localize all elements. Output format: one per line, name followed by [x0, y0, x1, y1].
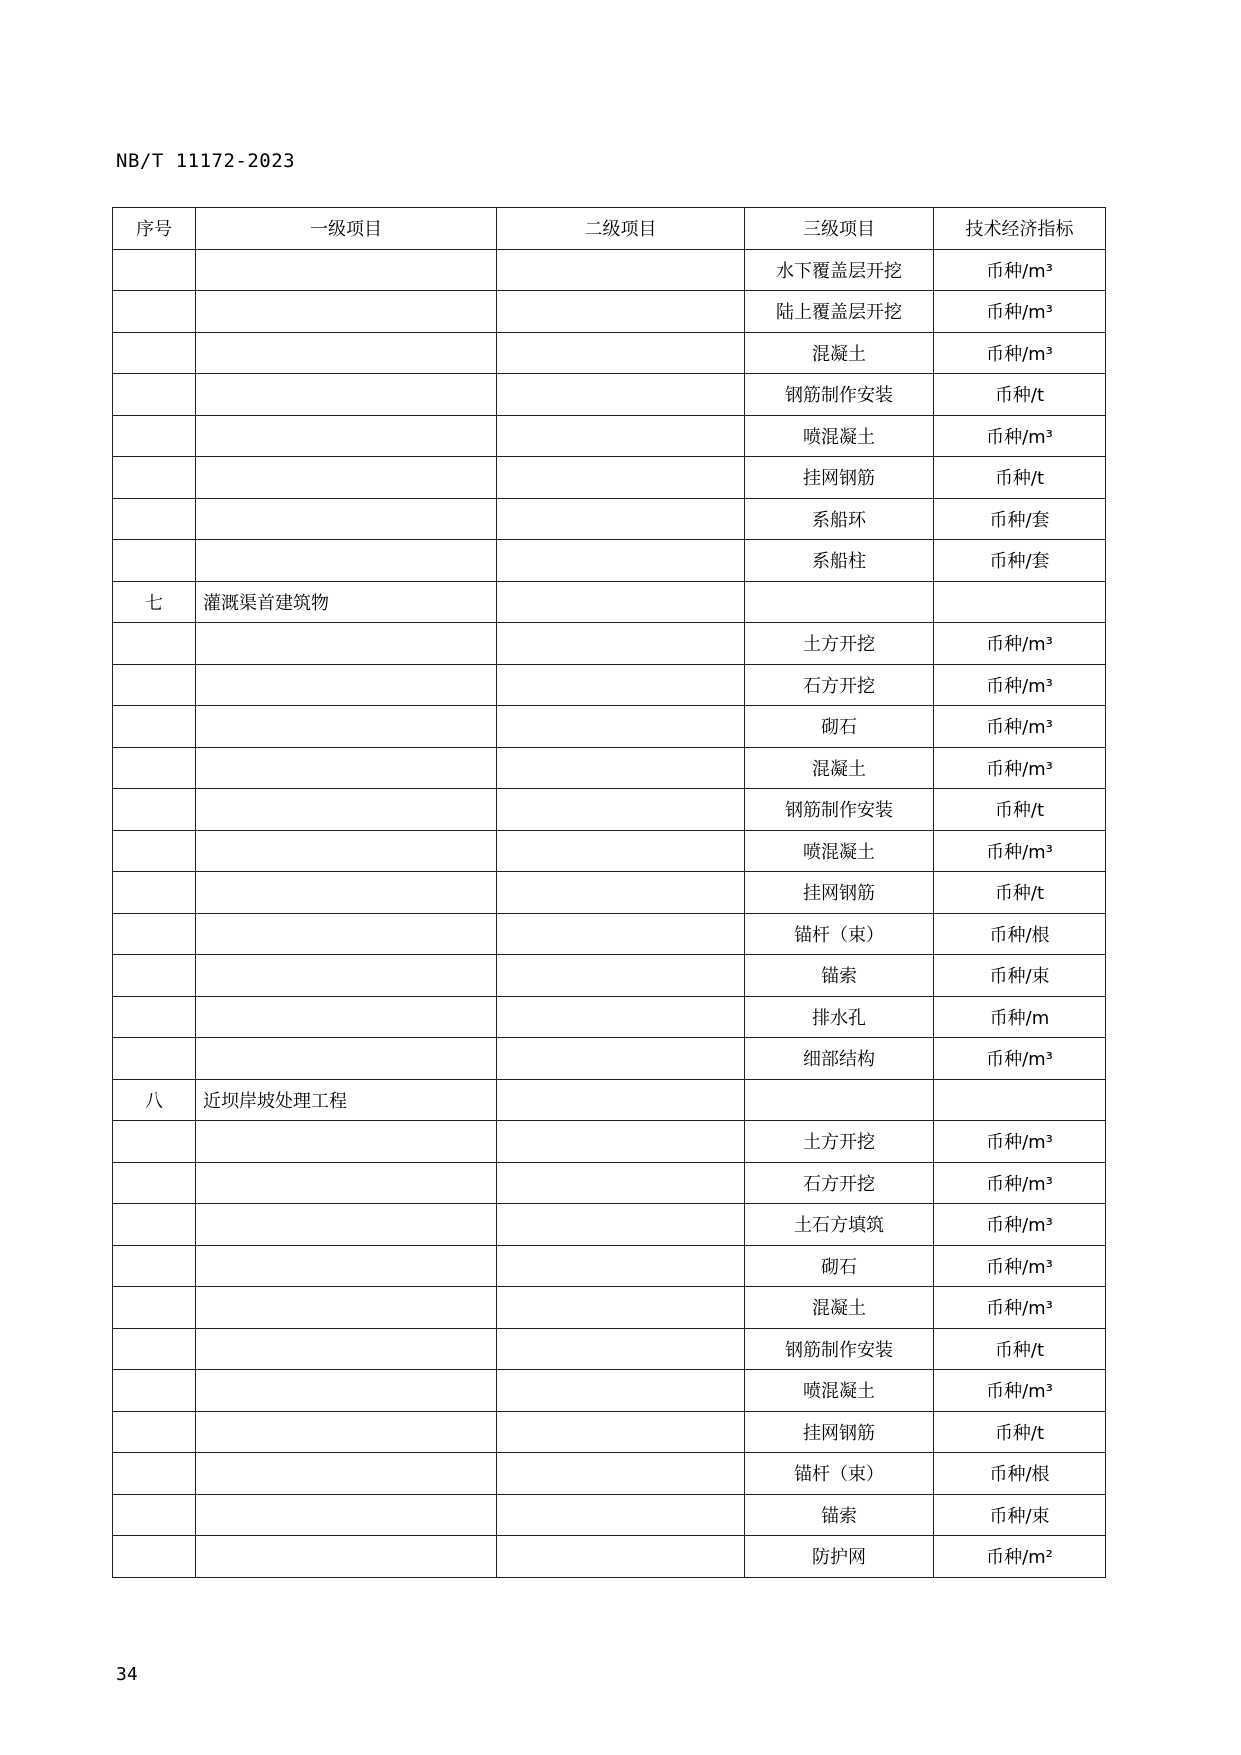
- cell-level3: 混凝土: [745, 747, 934, 789]
- cell-level2: [497, 1121, 745, 1163]
- table-row: [113, 581, 1106, 623]
- cell-level2: [497, 374, 745, 416]
- cell-level2: [497, 540, 745, 582]
- cell-level2: [497, 291, 745, 333]
- cell-seq: [113, 664, 196, 706]
- cell-level2: [497, 581, 745, 623]
- table-row: [113, 457, 1106, 499]
- cell-level3: 挂网钢筋: [745, 457, 934, 499]
- cell-seq: [113, 623, 196, 665]
- cell-indicator: 币种/m³: [934, 747, 1106, 789]
- cell-level1: [196, 1287, 497, 1329]
- cell-indicator: 币种/t: [934, 457, 1106, 499]
- cell-level3: 挂网钢筋: [745, 872, 934, 914]
- table-body: [113, 249, 1106, 1577]
- cell-level2: [497, 1204, 745, 1246]
- table-row: [113, 291, 1106, 333]
- cell-seq: [113, 1038, 196, 1080]
- cell-seq: [113, 1328, 196, 1370]
- cell-indicator: 币种/m³: [934, 1038, 1106, 1080]
- cell-level3: 细部结构: [745, 1038, 934, 1080]
- cell-level1: [196, 1536, 497, 1578]
- cell-level1: [196, 706, 497, 748]
- cell-seq: [113, 249, 196, 291]
- cell-seq: [113, 1411, 196, 1453]
- table-row: [113, 789, 1106, 831]
- cell-indicator: 币种/m³: [934, 249, 1106, 291]
- table-row: [113, 747, 1106, 789]
- cell-indicator: 币种/m³: [934, 1162, 1106, 1204]
- cell-level2: [497, 789, 745, 831]
- cell-level2: [497, 1245, 745, 1287]
- cell-seq: [113, 1494, 196, 1536]
- table-row: [113, 1287, 1106, 1329]
- header-level2: 二级项目: [497, 208, 745, 250]
- table-row: [113, 664, 1106, 706]
- table-row: [113, 1245, 1106, 1287]
- table-row: [113, 1038, 1106, 1080]
- cell-indicator: [934, 1079, 1106, 1121]
- cell-level1: [196, 291, 497, 333]
- cell-indicator: 币种/t: [934, 1328, 1106, 1370]
- cell-seq: [113, 996, 196, 1038]
- cell-indicator: 币种/束: [934, 1494, 1106, 1536]
- table-row: [113, 498, 1106, 540]
- cell-level2: [497, 1536, 745, 1578]
- cell-seq: [113, 1245, 196, 1287]
- cell-indicator: 币种/套: [934, 498, 1106, 540]
- economic-indicator-table: [112, 207, 1106, 1578]
- table-row: [113, 955, 1106, 997]
- cell-seq: [113, 291, 196, 333]
- cell-indicator: 币种/m³: [934, 332, 1106, 374]
- cell-indicator: 币种/t: [934, 1411, 1106, 1453]
- cell-seq: [113, 706, 196, 748]
- cell-level2: [497, 415, 745, 457]
- cell-seq: [113, 332, 196, 374]
- table-row: [113, 1162, 1106, 1204]
- cell-indicator: 币种/套: [934, 540, 1106, 582]
- cell-level3: 土石方填筑: [745, 1204, 934, 1246]
- table-row: [113, 374, 1106, 416]
- cell-indicator: 币种/t: [934, 374, 1106, 416]
- cell-indicator: 币种/m³: [934, 830, 1106, 872]
- cell-level1: [196, 1121, 497, 1163]
- cell-indicator: 币种/m³: [934, 706, 1106, 748]
- table-row: [113, 830, 1106, 872]
- cell-seq: [113, 747, 196, 789]
- header-indicator: 技术经济指标: [934, 208, 1106, 250]
- cell-level3: 石方开挖: [745, 664, 934, 706]
- cell-level3: 砌石: [745, 1245, 934, 1287]
- cell-indicator: 币种/束: [934, 955, 1106, 997]
- cell-seq: [113, 955, 196, 997]
- cell-level2: [497, 1038, 745, 1080]
- cell-level1: [196, 457, 497, 499]
- cell-level2: [497, 706, 745, 748]
- cell-level1: [196, 374, 497, 416]
- cell-level3: 锚索: [745, 1494, 934, 1536]
- cell-level2: [497, 623, 745, 665]
- cell-indicator: 币种/m²: [934, 1536, 1106, 1578]
- cell-seq: [113, 1453, 196, 1495]
- cell-level1: [196, 332, 497, 374]
- cell-level1: [196, 249, 497, 291]
- cell-level3: 土方开挖: [745, 623, 934, 665]
- cell-level2: [497, 1079, 745, 1121]
- table-row: [113, 415, 1106, 457]
- cell-indicator: 币种/t: [934, 872, 1106, 914]
- cell-level3: 系船环: [745, 498, 934, 540]
- cell-level1: [196, 1162, 497, 1204]
- cell-level2: [497, 913, 745, 955]
- cell-indicator: 币种/t: [934, 789, 1106, 831]
- table-row: [113, 623, 1106, 665]
- table-row: [113, 1453, 1106, 1495]
- cell-seq: 八: [113, 1079, 196, 1121]
- table-row: [113, 1370, 1106, 1412]
- cell-seq: [113, 415, 196, 457]
- cell-level1: [196, 996, 497, 1038]
- cell-level2: [497, 1287, 745, 1329]
- cell-indicator: 币种/m³: [934, 415, 1106, 457]
- header-seq: 序号: [113, 208, 196, 250]
- cell-seq: [113, 913, 196, 955]
- table-row: [113, 1494, 1106, 1536]
- cell-seq: [113, 457, 196, 499]
- cell-level3: 陆上覆盖层开挖: [745, 291, 934, 333]
- page-number: 34: [116, 1664, 138, 1685]
- cell-level3: 石方开挖: [745, 1162, 934, 1204]
- table-row: [113, 706, 1106, 748]
- table-row: [113, 1204, 1106, 1246]
- cell-level3: 混凝土: [745, 332, 934, 374]
- table-row: [113, 1536, 1106, 1578]
- cell-level3: 锚索: [745, 955, 934, 997]
- cell-level2: [497, 1162, 745, 1204]
- cell-seq: [113, 830, 196, 872]
- cell-level3: 钢筋制作安装: [745, 789, 934, 831]
- cell-level1: [196, 623, 497, 665]
- table-row: [113, 1328, 1106, 1370]
- cell-level3: 锚杆（束）: [745, 913, 934, 955]
- cell-level1: [196, 872, 497, 914]
- cell-level1: 灌溉渠首建筑物: [196, 581, 497, 623]
- cell-level3: 锚杆（束）: [745, 1453, 934, 1495]
- cell-level1: [196, 498, 497, 540]
- cell-level1: [196, 1245, 497, 1287]
- cell-seq: [113, 540, 196, 582]
- cell-indicator: 币种/m³: [934, 1204, 1106, 1246]
- cell-indicator: 币种/m³: [934, 1370, 1106, 1412]
- cell-level3: 排水孔: [745, 996, 934, 1038]
- table-row: [113, 1121, 1106, 1163]
- table-row: [113, 1411, 1106, 1453]
- cell-level1: [196, 1494, 497, 1536]
- cell-level1: [196, 1204, 497, 1246]
- cell-seq: [113, 1536, 196, 1578]
- cell-level1: 近坝岸坡处理工程: [196, 1079, 497, 1121]
- cell-level1: [196, 1453, 497, 1495]
- cell-level3: [745, 1079, 934, 1121]
- cell-level1: [196, 1370, 497, 1412]
- cell-level2: [497, 747, 745, 789]
- cell-level2: [497, 332, 745, 374]
- header-level3: 三级项目: [745, 208, 934, 250]
- table-row: [113, 332, 1106, 374]
- table-row: [113, 913, 1106, 955]
- standard-code: NB/T 11172-2023: [116, 150, 296, 172]
- cell-level1: [196, 913, 497, 955]
- cell-indicator: 币种/m³: [934, 1287, 1106, 1329]
- cell-indicator: 币种/m³: [934, 1245, 1106, 1287]
- cell-level3: 砌石: [745, 706, 934, 748]
- cell-seq: [113, 872, 196, 914]
- cell-indicator: [934, 581, 1106, 623]
- table-header-row: [113, 208, 1106, 250]
- cell-indicator: 币种/m³: [934, 1121, 1106, 1163]
- cell-level2: [497, 457, 745, 499]
- cell-seq: [113, 498, 196, 540]
- cell-level3: 钢筋制作安装: [745, 374, 934, 416]
- cell-level3: [745, 581, 934, 623]
- cell-seq: [113, 1162, 196, 1204]
- cell-level2: [497, 830, 745, 872]
- table-row: [113, 1079, 1106, 1121]
- cell-level1: [196, 789, 497, 831]
- cell-seq: [113, 1287, 196, 1329]
- cell-level2: [497, 664, 745, 706]
- cell-seq: [113, 1121, 196, 1163]
- cell-level2: [497, 498, 745, 540]
- cell-indicator: 币种/m³: [934, 291, 1106, 333]
- cell-level2: [497, 1370, 745, 1412]
- cell-level3: 钢筋制作安装: [745, 1328, 934, 1370]
- cell-indicator: 币种/根: [934, 913, 1106, 955]
- cell-level1: [196, 747, 497, 789]
- table-row: [113, 996, 1106, 1038]
- cell-level1: [196, 1038, 497, 1080]
- cell-level2: [497, 1453, 745, 1495]
- cell-level3: 喷混凝土: [745, 830, 934, 872]
- cell-seq: [113, 374, 196, 416]
- cell-level1: [196, 1411, 497, 1453]
- table-row: [113, 540, 1106, 582]
- cell-indicator: 币种/m³: [934, 623, 1106, 665]
- cell-indicator: 币种/m: [934, 996, 1106, 1038]
- cell-level3: 土方开挖: [745, 1121, 934, 1163]
- cell-level3: 挂网钢筋: [745, 1411, 934, 1453]
- table-row: [113, 249, 1106, 291]
- header-level1: 一级项目: [196, 208, 497, 250]
- cell-level2: [497, 996, 745, 1038]
- cell-level3: 混凝土: [745, 1287, 934, 1329]
- cell-level3: 水下覆盖层开挖: [745, 249, 934, 291]
- cell-level2: [497, 955, 745, 997]
- cell-level1: [196, 415, 497, 457]
- cell-level3: 喷混凝土: [745, 415, 934, 457]
- cell-level1: [196, 830, 497, 872]
- cell-indicator: 币种/m³: [934, 664, 1106, 706]
- cell-level1: [196, 540, 497, 582]
- cell-level3: 防护网: [745, 1536, 934, 1578]
- cell-level2: [497, 872, 745, 914]
- cell-seq: [113, 1370, 196, 1412]
- table-row: [113, 872, 1106, 914]
- cell-seq: [113, 1204, 196, 1246]
- cell-level2: [497, 249, 745, 291]
- cell-seq: [113, 789, 196, 831]
- cell-indicator: 币种/根: [934, 1453, 1106, 1495]
- cell-level1: [196, 955, 497, 997]
- cell-level2: [497, 1328, 745, 1370]
- cell-level2: [497, 1411, 745, 1453]
- cell-seq: 七: [113, 581, 196, 623]
- cell-level1: [196, 1328, 497, 1370]
- cell-level2: [497, 1494, 745, 1536]
- cell-level1: [196, 664, 497, 706]
- cell-level3: 喷混凝土: [745, 1370, 934, 1412]
- cell-level3: 系船柱: [745, 540, 934, 582]
